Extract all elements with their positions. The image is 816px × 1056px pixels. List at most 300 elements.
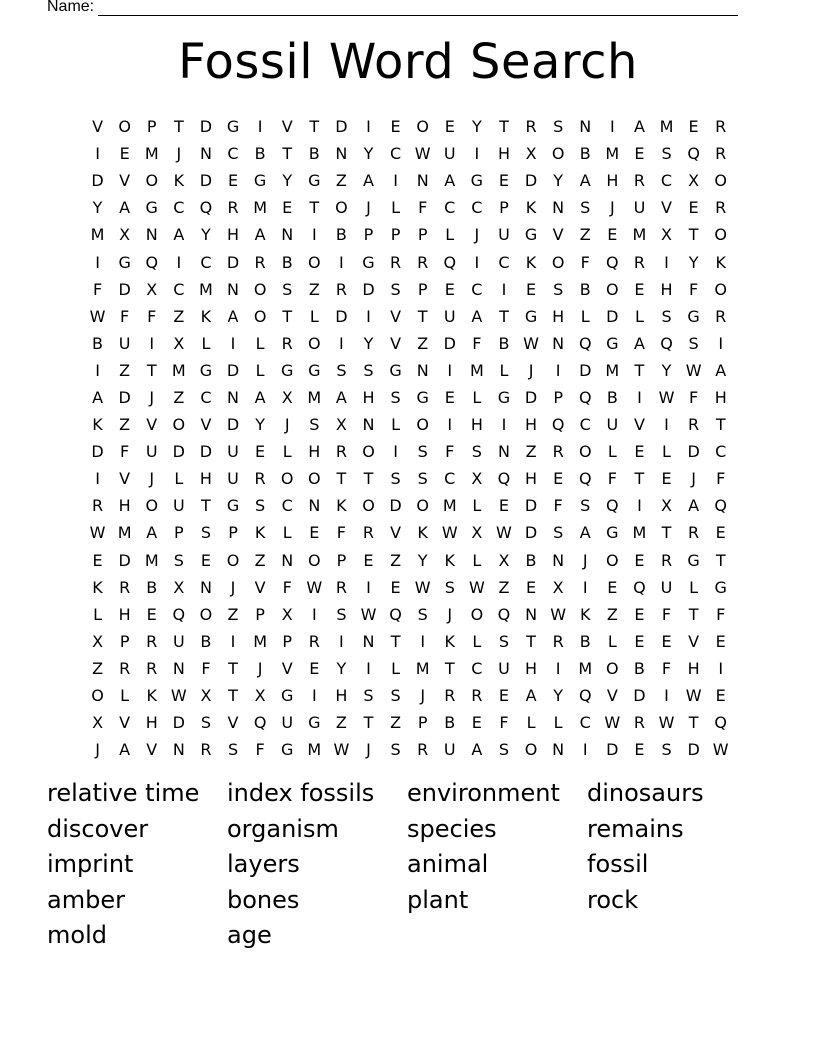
- grid-letter: E: [661, 631, 672, 651]
- grid-letter: E: [634, 604, 645, 624]
- grid-letter: E: [146, 604, 157, 624]
- grid-letter: E: [715, 631, 726, 651]
- grid-letter: I: [474, 144, 480, 164]
- grid-letter: P: [146, 117, 157, 137]
- grid-letter: D: [687, 740, 700, 760]
- grid-letter: E: [444, 279, 455, 299]
- name-field: [47, 0, 738, 16]
- grid-letter: C: [579, 713, 591, 733]
- grid-letter: E: [661, 469, 672, 489]
- grid-letter: M: [442, 496, 457, 516]
- grid-letter: L: [607, 442, 617, 462]
- grid-letter: I: [582, 740, 588, 760]
- grid-letter: G: [145, 198, 158, 218]
- grid-letter: M: [415, 658, 430, 678]
- grid-letter: M: [632, 523, 647, 543]
- grid-row: [84, 248, 734, 275]
- grid-letter: M: [144, 144, 159, 164]
- grid-letter: I: [393, 442, 398, 462]
- grid-letter: Q: [551, 415, 565, 435]
- grid-letter: Q: [606, 496, 619, 516]
- grid-letter: C: [498, 252, 510, 272]
- grid-letter: G: [281, 360, 294, 380]
- grid-letter: M: [605, 360, 620, 380]
- grid-letter: Q: [172, 604, 186, 624]
- grid-letter: N: [416, 360, 429, 380]
- grid-letter: G: [253, 171, 267, 191]
- grid-letter: Z: [119, 415, 131, 435]
- grid-letter: R: [335, 442, 347, 462]
- grid-letter: A: [579, 523, 591, 543]
- grid-letter: O: [253, 279, 267, 299]
- grid-letter: V: [390, 523, 402, 543]
- grid-letter: Q: [687, 144, 700, 164]
- grid-letter: R: [688, 415, 700, 435]
- grid-letter: G: [470, 171, 484, 191]
- grid-letter: H: [606, 171, 619, 191]
- grid-letter: D: [606, 740, 619, 760]
- grid-letter: T: [715, 415, 726, 435]
- word-list-item: remains: [587, 814, 684, 843]
- grid-letter: B: [308, 144, 320, 164]
- grid-letter: O: [362, 496, 375, 516]
- grid-letter: N: [199, 577, 212, 597]
- grid-letter: W: [360, 604, 377, 624]
- grid-letter: L: [93, 604, 102, 624]
- grid-letter: X: [471, 523, 483, 543]
- grid-letter: J: [95, 740, 100, 760]
- grid-letter: B: [498, 333, 510, 353]
- grid-letter: M: [171, 360, 186, 380]
- grid-letter: R: [633, 713, 645, 733]
- grid-row: [84, 655, 734, 682]
- grid-letter: C: [227, 144, 239, 164]
- grid-letter: M: [117, 523, 132, 543]
- grid-letter: A: [471, 740, 483, 760]
- grid-letter: C: [471, 198, 483, 218]
- grid-letter: M: [90, 225, 105, 245]
- grid-letter: T: [444, 658, 455, 678]
- grid-letter: A: [688, 496, 700, 516]
- grid-letter: N: [172, 658, 185, 678]
- grid-letter: I: [95, 469, 100, 489]
- grid-letter: X: [661, 225, 672, 245]
- grid-letter: M: [253, 198, 268, 218]
- grid-letter: R: [715, 144, 727, 164]
- grid-letter: X: [335, 415, 347, 435]
- grid-letter: W: [604, 713, 621, 733]
- grid-letter: P: [255, 604, 265, 624]
- grid-letter: F: [418, 198, 428, 218]
- grid-letter: I: [366, 658, 371, 678]
- grid-letter: G: [199, 360, 213, 380]
- grid-letter: T: [201, 496, 211, 516]
- grid-letter: I: [311, 604, 317, 624]
- grid-letter: I: [664, 686, 669, 706]
- grid-letter: T: [634, 469, 645, 489]
- grid-letter: D: [524, 523, 538, 543]
- grid-letter: V: [200, 415, 212, 435]
- word-list-item: bones: [227, 885, 300, 914]
- grid-letter: F: [120, 306, 130, 326]
- grid-letter: N: [199, 144, 212, 164]
- grid-letter: S: [498, 631, 510, 651]
- grid-row: [84, 682, 734, 709]
- grid-letter: O: [416, 415, 429, 435]
- grid-letter: B: [579, 144, 591, 164]
- grid-letter: K: [173, 171, 185, 191]
- grid-letter: T: [526, 631, 536, 651]
- grid-letter: Y: [255, 415, 265, 435]
- grid-letter: I: [609, 117, 615, 137]
- grid-letter: P: [282, 631, 293, 651]
- grid-letter: N: [362, 415, 375, 435]
- grid-letter: J: [366, 740, 371, 760]
- grid-letter: R: [471, 686, 483, 706]
- grid-letter: B: [579, 279, 591, 299]
- grid-letter: S: [661, 144, 672, 164]
- grid-letter: A: [335, 387, 347, 407]
- grid-letter: P: [417, 279, 428, 299]
- grid-letter: S: [200, 523, 211, 543]
- grid-letter: H: [552, 306, 565, 326]
- grid-letter: H: [199, 469, 212, 489]
- grid-letter: W: [550, 604, 567, 624]
- grid-letter: I: [664, 252, 669, 272]
- grid-letter: Z: [390, 713, 402, 733]
- grid-letter: D: [389, 496, 402, 516]
- grid-letter: K: [525, 198, 537, 218]
- grid-letter: N: [335, 144, 348, 164]
- grid-letter: L: [580, 306, 590, 326]
- grid-letter: F: [716, 604, 726, 624]
- grid-letter: Z: [173, 387, 185, 407]
- grid-row: [84, 519, 734, 546]
- grid-letter: T: [363, 469, 374, 489]
- grid-letter: M: [632, 225, 647, 245]
- grid-letter: G: [226, 117, 240, 137]
- grid-letter: Z: [498, 577, 510, 597]
- grid-letter: B: [525, 550, 537, 570]
- grid-letter: V: [390, 333, 402, 353]
- grid-letter: O: [308, 469, 321, 489]
- grid-letter: Q: [497, 604, 511, 624]
- grid-letter: D: [199, 117, 213, 137]
- grid-letter: G: [416, 387, 429, 407]
- grid-letter: G: [687, 550, 700, 570]
- grid-letter: E: [444, 387, 455, 407]
- grid-letter: E: [688, 198, 699, 218]
- grid-letter: I: [149, 333, 155, 353]
- word-list-item: layers: [227, 850, 300, 878]
- grid-letter: A: [254, 387, 266, 407]
- grid-letter: I: [339, 333, 344, 353]
- grid-letter: S: [661, 306, 672, 326]
- grid-letter: Q: [389, 604, 402, 624]
- grid-letter: S: [580, 198, 591, 218]
- grid-letter: F: [472, 333, 482, 353]
- grid-letter: T: [282, 306, 293, 326]
- grid-letter: I: [339, 252, 344, 272]
- grid-letter: D: [687, 442, 700, 462]
- grid-letter: O: [226, 550, 240, 570]
- grid-letter: F: [661, 658, 672, 678]
- grid-letter: S: [553, 523, 564, 543]
- grid-letter: W: [333, 740, 350, 760]
- grid-letter: X: [552, 577, 564, 597]
- grid-letter: O: [280, 469, 294, 489]
- grid-letter: E: [471, 713, 482, 733]
- grid-letter: O: [714, 225, 727, 245]
- grid-letter: I: [257, 117, 263, 137]
- grid-letter: T: [688, 225, 699, 245]
- grid-letter: V: [661, 198, 672, 218]
- grid-letter: R: [715, 198, 727, 218]
- grid-row: [84, 330, 734, 357]
- grid-letter: W: [712, 740, 729, 760]
- grid-letter: I: [664, 415, 669, 435]
- grid-letter: F: [553, 496, 563, 516]
- word-list: [47, 779, 767, 957]
- grid-letter: X: [119, 225, 131, 245]
- grid-letter: J: [366, 198, 371, 218]
- grid-letter: U: [227, 442, 239, 462]
- grid-letter: I: [447, 360, 453, 380]
- grid-letter: R: [200, 740, 212, 760]
- grid-letter: L: [472, 387, 482, 407]
- grid-letter: F: [445, 442, 455, 462]
- grid-letter: N: [497, 442, 510, 462]
- grid-letter: K: [444, 550, 456, 570]
- grid-letter: T: [228, 658, 238, 678]
- grid-letter: H: [118, 604, 131, 624]
- grid-letter: Y: [363, 333, 374, 353]
- grid-letter: I: [95, 252, 100, 272]
- grid-row: [84, 628, 734, 655]
- grid-letter: Q: [606, 252, 619, 272]
- grid-letter: L: [391, 198, 401, 218]
- grid-letter: V: [146, 740, 158, 760]
- grid-letter: A: [227, 306, 239, 326]
- grid-letter: B: [92, 333, 104, 353]
- grid-letter: O: [551, 252, 565, 272]
- grid-letter: O: [118, 117, 131, 137]
- grid-letter: T: [363, 713, 374, 733]
- grid-letter: I: [366, 306, 371, 326]
- grid-letter: O: [551, 144, 565, 164]
- grid-letter: I: [339, 631, 344, 651]
- grid-letter: E: [309, 658, 320, 678]
- grid-letter: E: [255, 442, 266, 462]
- grid-letter: S: [336, 604, 347, 624]
- grid-letter: C: [173, 198, 185, 218]
- grid-letter: R: [444, 686, 456, 706]
- grid-letter: R: [227, 198, 239, 218]
- grid-letter: T: [282, 144, 293, 164]
- grid-letter: T: [715, 550, 726, 570]
- grid-letter: B: [606, 387, 618, 407]
- grid-letter: L: [499, 360, 509, 380]
- grid-letter: T: [688, 713, 699, 733]
- grid-letter: H: [525, 415, 538, 435]
- grid-letter: T: [309, 198, 320, 218]
- grid-letter: K: [200, 306, 212, 326]
- grid-letter: Y: [688, 252, 699, 272]
- grid-letter: H: [145, 713, 158, 733]
- grid-letter: G: [497, 387, 511, 407]
- grid-letter: E: [525, 279, 537, 299]
- grid-letter: L: [255, 360, 265, 380]
- grid-letter: E: [498, 171, 509, 191]
- grid-letter: M: [253, 631, 268, 651]
- grid-letter: U: [660, 577, 673, 597]
- grid-letter: S: [390, 740, 401, 760]
- grid-letter: R: [715, 117, 727, 137]
- grid-letter: M: [578, 658, 593, 678]
- grid-letter: A: [633, 333, 645, 353]
- grid-letter: H: [118, 496, 131, 516]
- grid-row: [84, 276, 734, 303]
- grid-letter: Z: [417, 333, 429, 353]
- grid-letter: N: [362, 631, 375, 651]
- grid-letter: I: [637, 496, 642, 516]
- grid-letter: I: [501, 415, 507, 435]
- grid-letter: X: [661, 496, 672, 516]
- letter-grid: [84, 113, 734, 763]
- grid-letter: Q: [443, 252, 457, 272]
- grid-letter: H: [687, 658, 700, 678]
- grid-letter: L: [472, 496, 482, 516]
- grid-letter: E: [525, 577, 537, 597]
- grid-letter: N: [552, 333, 565, 353]
- grid-letter: R: [254, 252, 266, 272]
- grid-letter: L: [391, 415, 401, 435]
- grid-letter: L: [526, 713, 536, 733]
- grid-letter: L: [689, 577, 699, 597]
- grid-row: [84, 113, 734, 140]
- grid-letter: R: [281, 333, 293, 353]
- word-list-item: environment: [407, 779, 560, 807]
- grid-letter: X: [471, 469, 483, 489]
- grid-letter: I: [366, 117, 371, 137]
- grid-letter: B: [281, 252, 293, 272]
- grid-letter: V: [227, 713, 239, 733]
- grid-letter: W: [414, 577, 431, 597]
- grid-letter: Z: [254, 550, 266, 570]
- grid-letter: W: [523, 333, 539, 353]
- grid-letter: O: [714, 279, 727, 299]
- grid-letter: J: [230, 577, 236, 597]
- grid-letter: I: [637, 387, 642, 407]
- grid-letter: Z: [173, 306, 185, 326]
- grid-letter: L: [662, 442, 671, 462]
- grid-letter: U: [443, 740, 456, 760]
- grid-letter: N: [145, 225, 158, 245]
- grid-letter: D: [362, 279, 375, 299]
- grid-letter: W: [170, 686, 187, 706]
- grid-letter: E: [390, 117, 401, 137]
- grid-letter: E: [715, 686, 726, 706]
- grid-letter: P: [553, 387, 563, 407]
- grid-letter: G: [281, 686, 294, 706]
- grid-letter: B: [444, 713, 456, 733]
- grid-letter: J: [447, 604, 453, 624]
- grid-letter: F: [282, 577, 292, 597]
- grid-letter: N: [416, 171, 429, 191]
- grid-letter: U: [498, 658, 510, 678]
- grid-letter: F: [336, 523, 346, 543]
- grid-letter: O: [416, 496, 429, 516]
- grid-letter: C: [389, 144, 402, 164]
- grid-letter: D: [524, 171, 538, 191]
- grid-letter: F: [580, 252, 590, 272]
- grid-letter: E: [227, 171, 239, 191]
- grid-letter: G: [226, 496, 240, 516]
- grid-letter: J: [149, 469, 155, 489]
- grid-letter: S: [309, 415, 320, 435]
- grid-letter: S: [661, 740, 672, 760]
- grid-letter: W: [658, 713, 675, 733]
- grid-letter: L: [282, 523, 292, 543]
- grid-letter: T: [499, 117, 509, 137]
- grid-letter: H: [227, 225, 240, 245]
- grid-letter: Q: [578, 333, 592, 353]
- grid-letter: V: [119, 171, 131, 191]
- grid-letter: R: [688, 523, 700, 543]
- grid-letter: T: [688, 604, 699, 624]
- grid-letter: R: [417, 740, 429, 760]
- grid-letter: A: [579, 171, 591, 191]
- grid-letter: Y: [363, 144, 374, 164]
- grid-letter: C: [579, 415, 591, 435]
- grid-letter: I: [311, 686, 317, 706]
- grid-letter: K: [254, 523, 266, 543]
- grid-letter: N: [308, 496, 321, 516]
- grid-letter: X: [173, 577, 185, 597]
- grid-letter: V: [281, 117, 293, 137]
- grid-row: [84, 438, 734, 465]
- grid-letter: D: [633, 686, 646, 706]
- grid-letter: B: [200, 631, 212, 651]
- grid-letter: D: [443, 333, 456, 353]
- grid-letter: A: [715, 360, 727, 380]
- grid-letter: B: [633, 658, 645, 678]
- grid-letter: G: [308, 171, 321, 191]
- grid-letter: S: [688, 333, 699, 353]
- grid-letter: O: [199, 604, 213, 624]
- grid-letter: N: [227, 279, 239, 299]
- grid-letter: G: [687, 306, 700, 326]
- grid-letter: R: [552, 442, 564, 462]
- word-list-item: index fossils: [227, 779, 375, 807]
- grid-letter: N: [552, 550, 565, 570]
- grid-row: [84, 140, 734, 167]
- grid-letter: W: [468, 577, 485, 597]
- grid-letter: I: [366, 577, 371, 597]
- grid-letter: R: [525, 117, 537, 137]
- grid-letter: N: [172, 740, 185, 760]
- grid-letter: F: [147, 306, 157, 326]
- grid-letter: O: [308, 252, 321, 272]
- word-list-item: organism: [227, 814, 339, 843]
- grid-letter: G: [308, 713, 321, 733]
- grid-letter: Q: [660, 333, 673, 353]
- grid-letter: Y: [553, 686, 564, 706]
- grid-letter: S: [417, 469, 428, 489]
- grid-letter: S: [553, 117, 564, 137]
- grid-letter: G: [118, 252, 131, 272]
- grid-letter: Z: [227, 604, 239, 624]
